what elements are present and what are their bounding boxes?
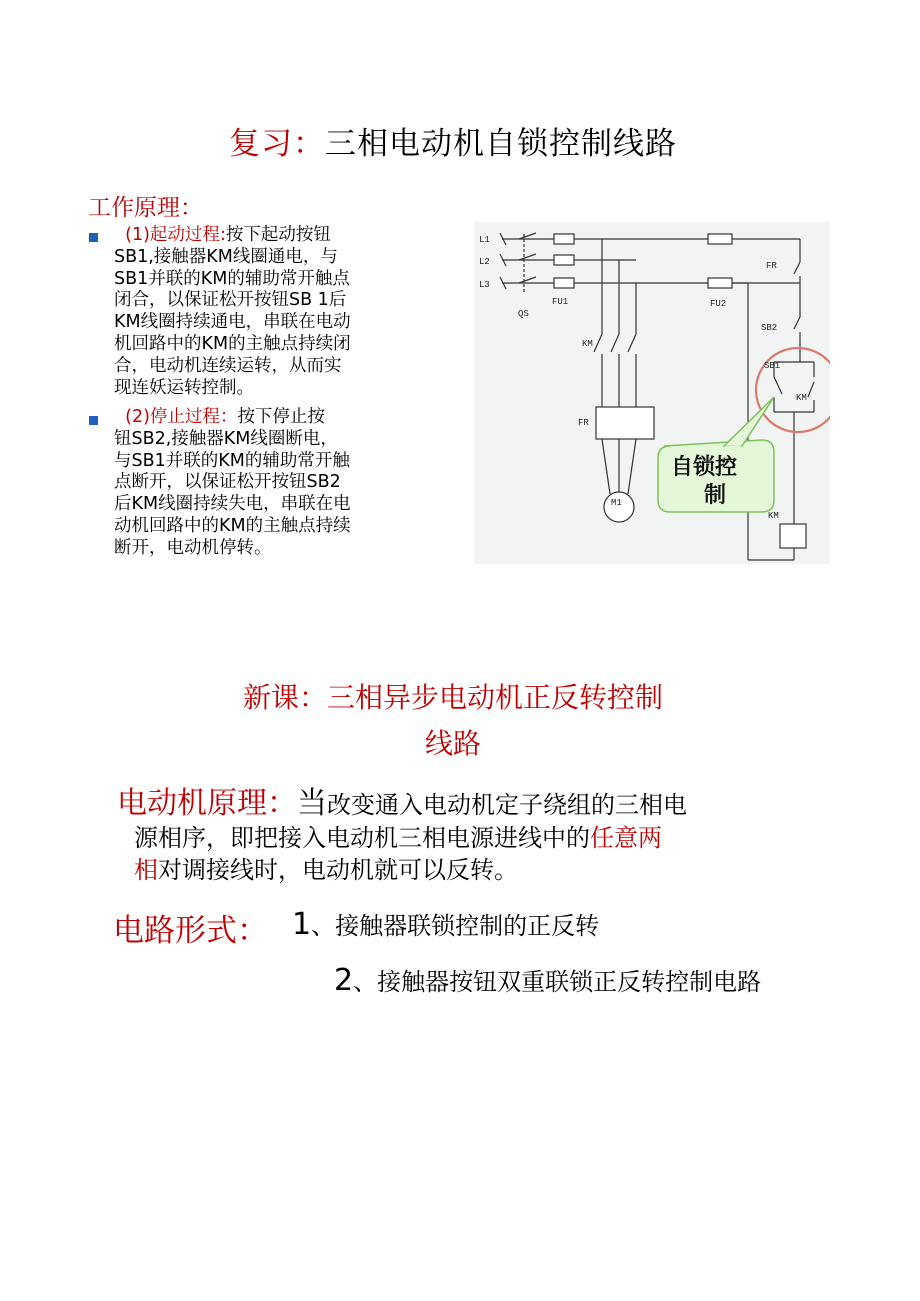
start-line: KM线圈持续通电，串联在电动 (114, 312, 351, 333)
label-l1: L1 (479, 235, 490, 245)
motor-principle-text: 对调接线时，电动机就可以反转。 (158, 856, 518, 884)
stop-process-heading: (2)停止过程 (125, 407, 220, 427)
bullet-square-icon (89, 416, 98, 425)
start-process-paragraph (114, 225, 414, 399)
circuit-form-number: 1 (292, 907, 312, 942)
circuit-form-text: 接触器联锁控制的正反转 (335, 912, 600, 940)
circuit-form-item (334, 962, 761, 998)
label-l2: L2 (479, 257, 490, 267)
stop-line: 按下停止按 (237, 407, 325, 427)
stop-process-paragraph (114, 407, 414, 560)
circuit-forms-label: 电路形式： (113, 913, 268, 949)
review-title-text: 三相电动机自锁控制线路 (325, 126, 677, 162)
motor-principle-text: 改变通入电动机定子绕组的三相电 (327, 791, 687, 819)
bullet-square-icon (89, 233, 98, 242)
label-fr-bottom: FR (578, 418, 589, 428)
working-principle-label: 工作原理： (88, 195, 203, 221)
label-fu2: FU2 (710, 299, 727, 309)
start-line: 机回路中的KM的主触点持续闭 (114, 333, 351, 354)
motor-principle-line2 (134, 818, 662, 853)
start-line: 按下起动按钮 (225, 225, 331, 245)
motor-principle-line3 (134, 850, 518, 885)
start-line: 闭合，以保证松开按钮SB 1后 (114, 290, 347, 311)
label-motor: M1 (611, 498, 622, 508)
circuit-form-item (292, 906, 599, 942)
start-process-heading: (1)起动过程 (125, 225, 220, 245)
motor-principle-line1 (117, 778, 687, 822)
review-prefix: 复习： (229, 126, 325, 162)
stop-line: 与SB1并联的KM的辅助常开触 (114, 450, 350, 471)
new-lesson-title-line2: 线路 (424, 727, 481, 760)
label-fu1: FU1 (552, 297, 569, 307)
start-line: SB1并联的KM的辅助常开触点 (114, 268, 350, 289)
callout-text: 自锁控 (671, 455, 738, 480)
label-fr-top: FR (766, 261, 777, 271)
stop-line: 后KM线圈持续失电，串联在电 (114, 494, 351, 515)
stop-process-sep: ： (219, 407, 238, 427)
new-lesson-prefix: 新课： (242, 681, 327, 714)
motor-principle-text: 源相序，即把接入电动机三相电源进线中的 (134, 824, 590, 852)
motor-principle-big-char: 当 (297, 786, 327, 821)
self-lock-circuit-diagram (474, 222, 830, 564)
label-qs: QS (518, 309, 529, 319)
new-lesson-title (0, 676, 906, 716)
label-sb2: SB2 (761, 323, 778, 333)
review-title (0, 118, 906, 163)
stop-line: 钮SB2,接触器KM线圈断电， (114, 428, 338, 449)
label-km-coil: KM (768, 511, 779, 521)
motor-principle-highlight: 任意两 (590, 824, 662, 852)
circuit-svg (474, 222, 830, 564)
circuit-form-number: 2 (334, 963, 354, 998)
circuit-form-sep: 、 (353, 968, 378, 996)
stop-line: 点断开，以保证松开按钮SB2 (114, 472, 341, 493)
label-sb1: SB1 (764, 361, 781, 371)
new-lesson-title-line1: 三相异步电动机正反转控制 (327, 681, 664, 714)
callout-text: 制 (704, 483, 727, 508)
start-line: SB1,接触器KM线圈通电，与 (114, 246, 338, 267)
start-line: 合，电动机连续运转，从而实 (114, 355, 342, 376)
start-line: 现连妖运转控制。 (114, 377, 254, 398)
start-process-sep: : (219, 225, 226, 245)
circuit-form-sep: 、 (311, 912, 336, 940)
stop-line: 动机回路中的KM的主触点持续 (114, 515, 351, 536)
label-km-main: KM (582, 339, 593, 349)
circuit-form-text: 接触器按钮双重联锁正反转控制电路 (377, 968, 762, 996)
stop-line: 断开，电动机停转。 (114, 537, 272, 558)
label-km-aux: KM (796, 393, 807, 403)
motor-principle-label: 电动机原理： (117, 786, 297, 821)
label-l3: L3 (479, 280, 490, 290)
motor-principle-highlight: 相 (134, 856, 158, 884)
